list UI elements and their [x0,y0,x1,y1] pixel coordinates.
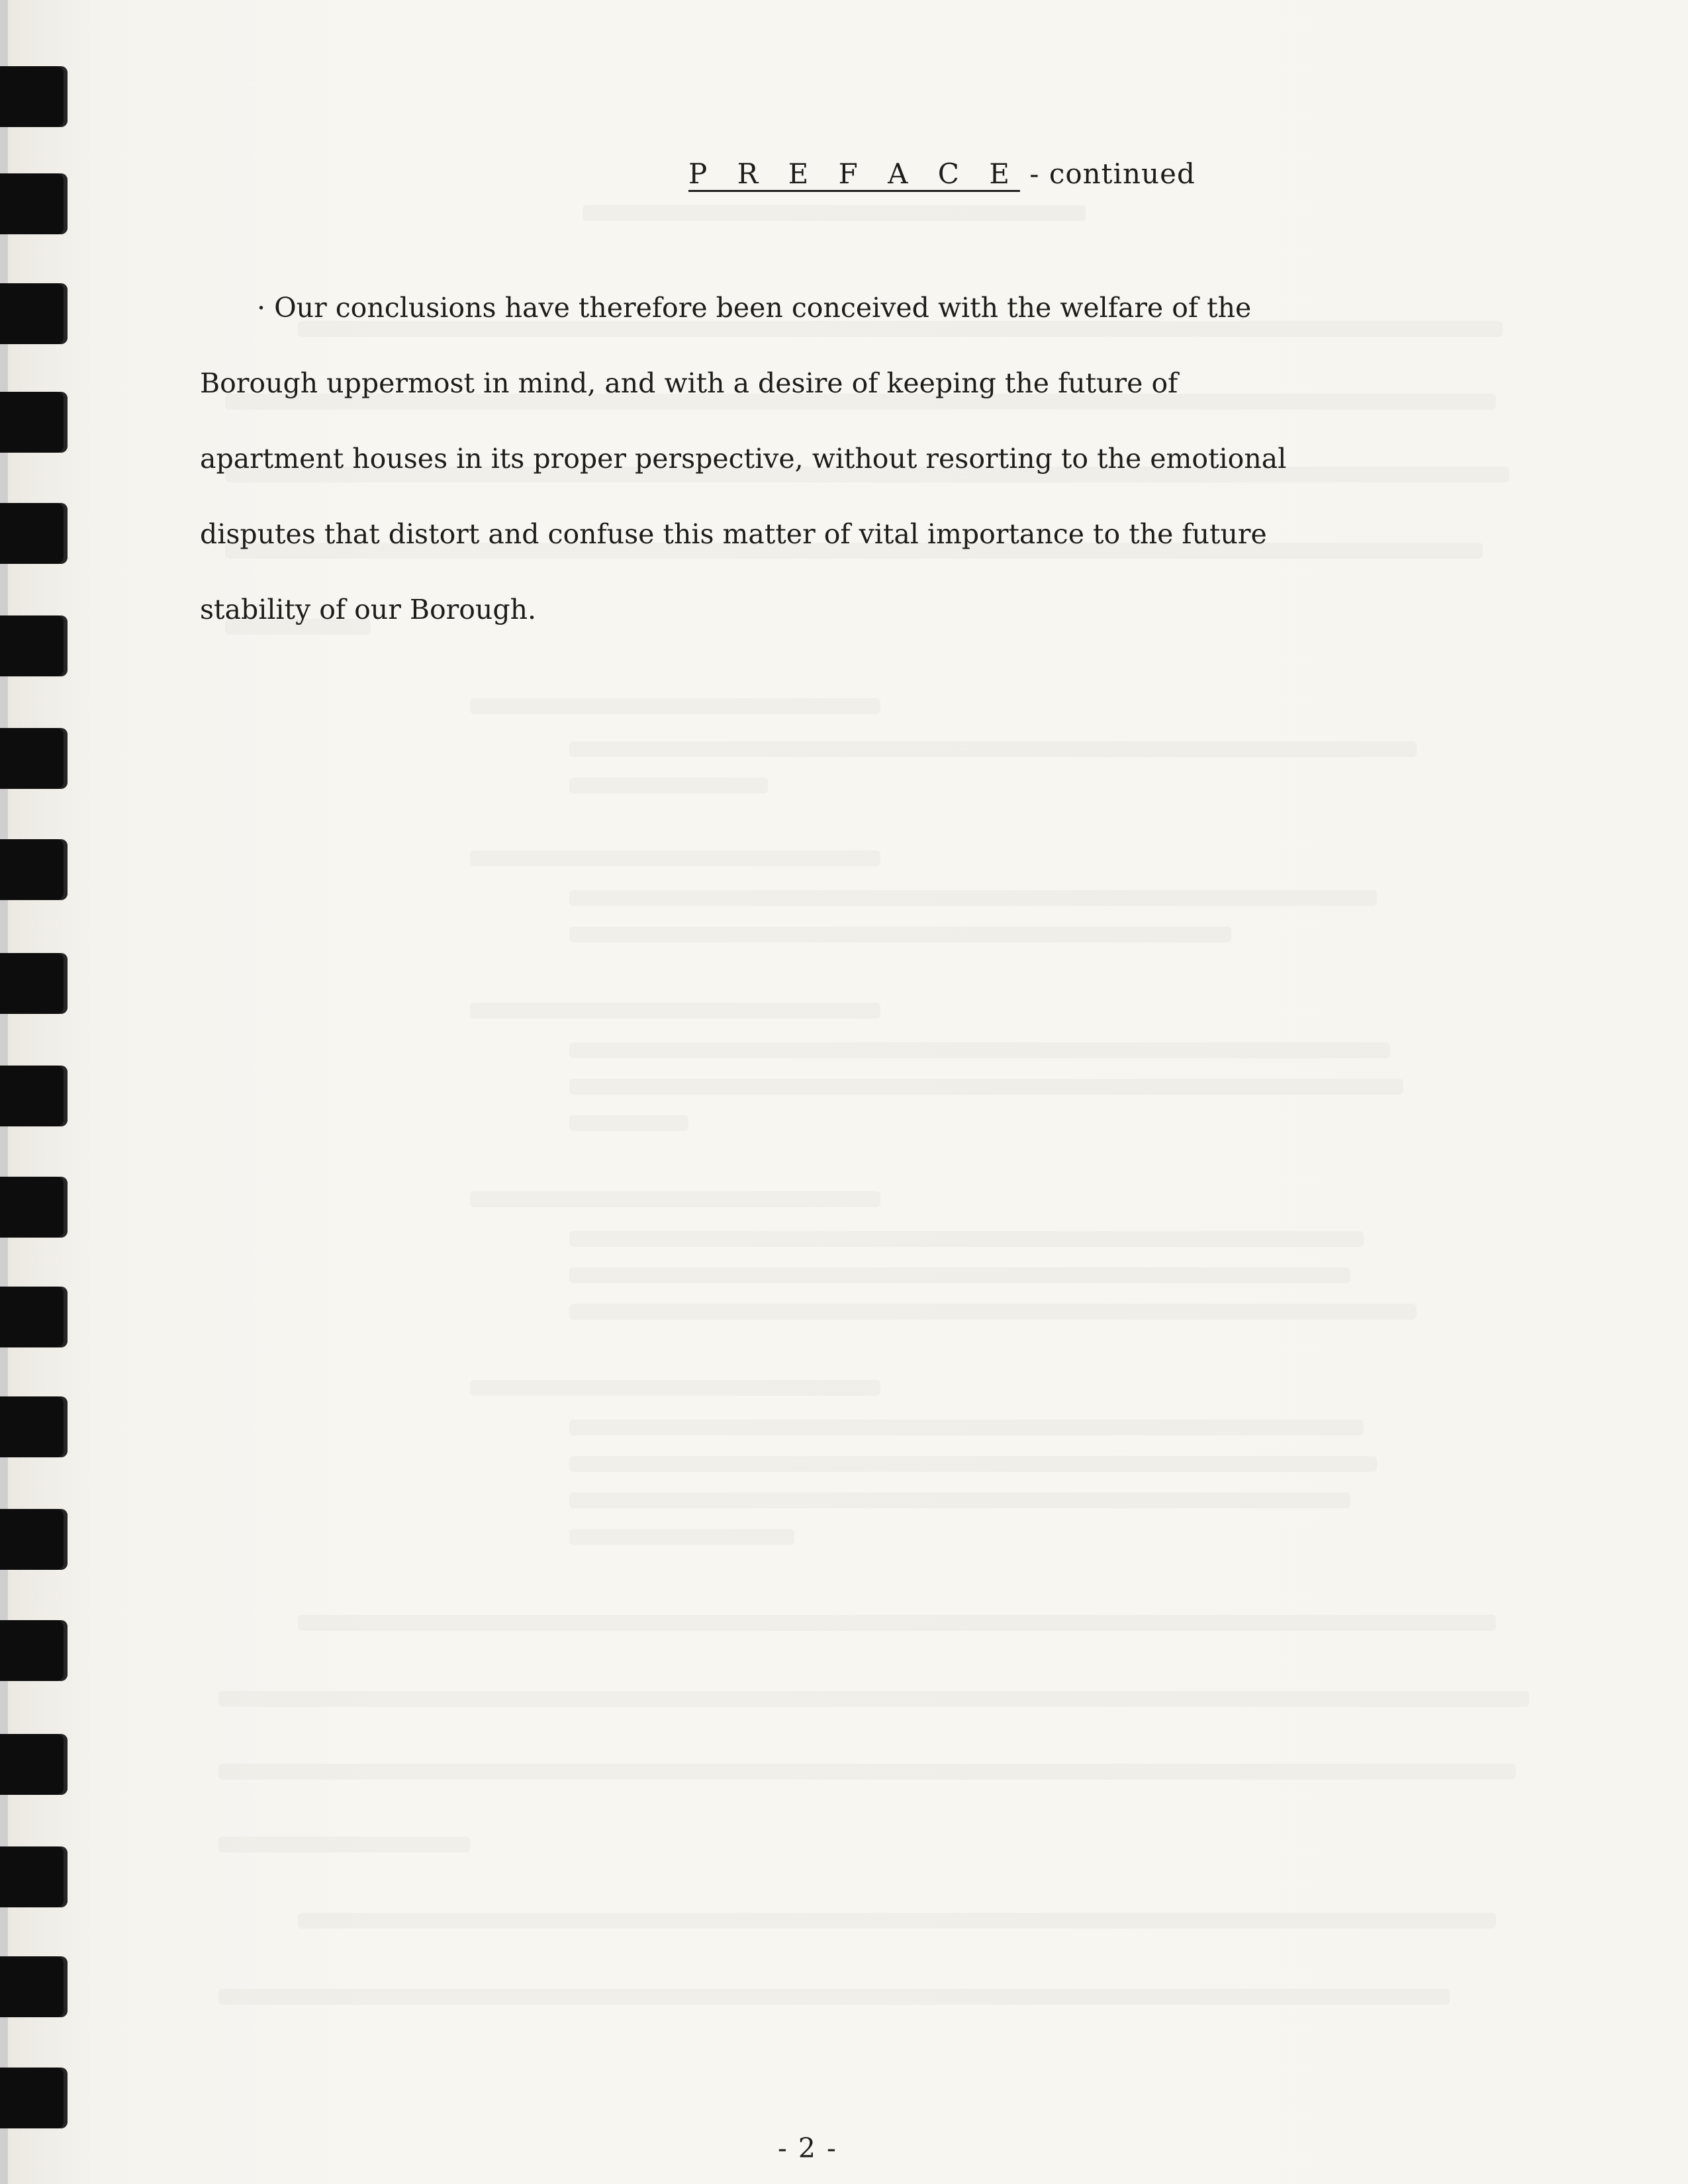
binding-hole [0,66,68,127]
binding-hole [0,283,68,344]
binding-hole [0,392,68,453]
page-number: - 2 - [778,2132,837,2164]
bleed-through-mark [569,890,1377,906]
bleed-through-mark [218,1837,470,1852]
binding-hole [0,1066,68,1126]
bleed-through-mark [470,1380,880,1396]
binding-hole [0,1396,68,1457]
bleed-through-mark [569,1231,1364,1247]
binding-hole [0,173,68,234]
bleed-through-mark [569,1115,688,1131]
paragraph-line: · Our conclusions have therefore been conceived with the welfare of the [257,292,1252,324]
binding-hole [0,1177,68,1238]
paragraph-line: stability of our Borough. [200,594,537,625]
binding-hole [0,503,68,564]
bleed-through-mark [569,778,768,794]
bleed-through-mark [569,1267,1350,1283]
bleed-through-mark [569,1042,1390,1058]
bleed-through-mark [298,1615,1496,1631]
binding-hole [0,1287,68,1347]
bleed-through-mark [569,1304,1417,1320]
header-suffix: - continued [1019,158,1196,190]
paragraph-line: Borough uppermost in mind, and with a desire of keeping the future of [200,367,1178,399]
bleed-through-mark [569,1456,1377,1472]
header-title: P R E F A C E [688,158,1020,190]
binding-hole [0,1509,68,1570]
binding-hole [0,1620,68,1681]
paragraph-line: disputes that distort and confuse this matter of vital importance to the future [200,518,1267,550]
binding-hole [0,2068,68,2128]
body-paragraph [200,270,1517,647]
bleed-through-mark [218,1764,1516,1780]
bleed-through-mark [569,1492,1350,1508]
bleed-through-mark [583,205,1086,221]
paragraph-line: apartment houses in its proper perspective, without resorting to the emotional [200,443,1287,475]
bleed-through-mark [569,1529,794,1545]
binding-hole [0,1734,68,1795]
binding-hole [0,839,68,900]
binding-hole [0,953,68,1014]
bleed-through-mark [470,850,880,866]
bleed-through-mark [218,1691,1529,1707]
binding-hole [0,728,68,789]
binding-hole [0,1956,68,2017]
binding-hole [0,1846,68,1907]
bleed-through-mark [470,1191,880,1207]
bleed-through-mark [218,1989,1450,2005]
bleed-through-mark [569,1079,1403,1095]
page-header [688,158,1196,190]
bleed-through-mark [569,741,1417,757]
binding-hole [0,615,68,676]
bleed-through-mark [298,1913,1496,1929]
bleed-through-mark [569,1420,1364,1435]
spiral-binding [0,0,73,2184]
bleed-through-mark [569,927,1231,942]
bleed-through-mark [470,698,880,714]
bleed-through-mark [470,1003,880,1019]
